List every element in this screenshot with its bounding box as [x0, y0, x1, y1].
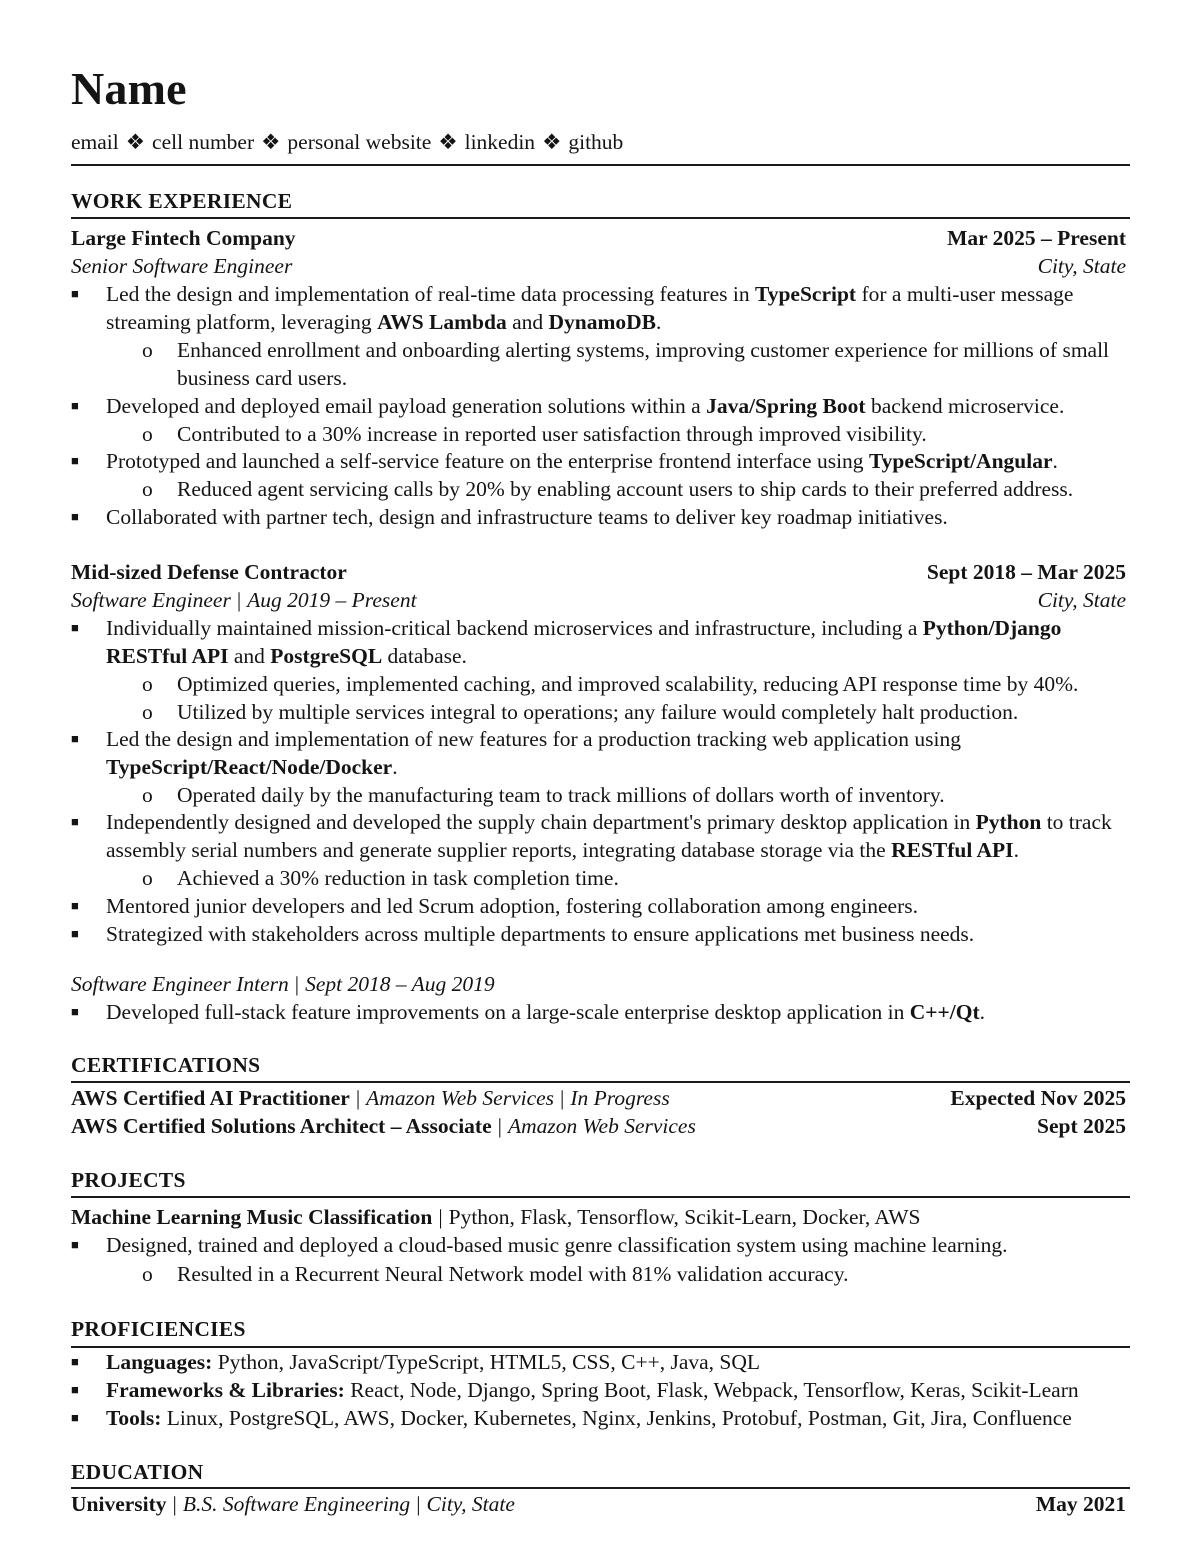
proficiency-item	[71, 1376, 1131, 1404]
sub-bullet-item	[142, 670, 1132, 698]
job-location: City, State	[1037, 254, 1126, 278]
square-bullet-icon: ■	[71, 620, 79, 635]
sub-bullet-item	[142, 336, 1132, 392]
company-name: Mid-sized Defense Contractor	[71, 560, 347, 584]
proficiency-item	[71, 1404, 1131, 1432]
bullet-text: Developed and deployed email payload generation solutions within a Java/Spring Boot backend microservice.	[106, 394, 1065, 418]
certification-date: Sept 2025	[1037, 1114, 1126, 1138]
square-bullet-icon: ■	[71, 1354, 79, 1369]
contact-line	[71, 130, 623, 155]
bullet-item	[71, 392, 1131, 420]
square-bullet-icon: ■	[71, 286, 79, 301]
sub-bullet-text: Contributed to a 30% increase in reported user satisfaction through improved visibility.	[177, 422, 927, 446]
section-title-proficiencies: PROFICIENCIES	[71, 1317, 246, 1341]
proficiency-text: Languages: Python, JavaScript/TypeScript, HTML5, CSS, C++, Java, SQL	[106, 1350, 761, 1374]
certification-row	[71, 1084, 1126, 1112]
bullet-item	[71, 503, 1131, 531]
sub-bullet-item	[142, 698, 1132, 726]
certification-info: AWS Certified Solutions Architect – Associate | Amazon Web Services	[71, 1114, 696, 1138]
sub-bullet-text: Operated daily by the manufacturing team to track millions of dollars worth of inventory.	[177, 783, 945, 807]
contact-phone: cell number	[152, 130, 255, 154]
job-subheader	[71, 970, 1126, 998]
job-header	[71, 224, 1126, 252]
proficiency-item	[71, 1348, 1131, 1376]
contact-linkedin: linkedin	[464, 130, 536, 154]
candidate-name: Name	[71, 63, 187, 114]
sub-bullet-text: Reduced agent servicing calls by 20% by enabling account users to ship cards to their preferred address.	[177, 477, 1074, 501]
certification-info: AWS Certified AI Practitioner | Amazon Web Services | In Progress	[71, 1086, 670, 1110]
header-divider	[71, 164, 1130, 166]
bullet-item	[71, 725, 1131, 781]
project-info: Machine Learning Music Classification | Python, Flask, Tensorflow, Scikit-Learn, Docker, AWS	[71, 1205, 921, 1229]
section-divider	[71, 217, 1130, 219]
bullet-text: Designed, trained and deployed a cloud-based music genre classification system using machine learning.	[106, 1233, 1008, 1257]
sub-bullet-item	[142, 475, 1132, 503]
circle-bullet-icon: o	[142, 1262, 153, 1286]
sub-bullet-item	[142, 864, 1132, 892]
section-title-education: EDUCATION	[71, 1460, 204, 1484]
contact-website: personal website	[287, 130, 432, 154]
job-title: Software Engineer | Aug 2019 – Present	[71, 588, 417, 612]
circle-bullet-icon: o	[142, 672, 153, 696]
job-title: Senior Software Engineer	[71, 254, 293, 278]
sub-bullet-text: Utilized by multiple services integral to operations; any failure would completely halt production.	[177, 700, 1019, 724]
company-name: Large Fintech Company	[71, 226, 296, 250]
education-date: May 2021	[1035, 1492, 1126, 1516]
bullet-text: Collaborated with partner tech, design and infrastructure teams to deliver key roadmap initiatives.	[106, 505, 948, 529]
separator-icon: ❖	[125, 130, 146, 154]
contact-email: email	[71, 130, 119, 154]
bullet-item	[71, 447, 1131, 475]
job-subheader	[71, 252, 1126, 280]
square-bullet-icon: ■	[71, 1410, 79, 1425]
square-bullet-icon: ■	[71, 1382, 79, 1397]
bullet-item	[71, 892, 1131, 920]
job-dates: Sept 2018 – Mar 2025	[926, 560, 1126, 584]
project-header	[71, 1203, 1126, 1231]
bullet-text: Individually maintained mission-critical backend microservices and infrastructure, including a Python/Django RESTful API and PostgreSQL database.	[106, 616, 1062, 668]
square-bullet-icon: ■	[71, 926, 79, 941]
circle-bullet-icon: o	[142, 477, 153, 501]
section-title-projects: PROJECTS	[71, 1168, 186, 1192]
bullet-item	[71, 1231, 1131, 1259]
square-bullet-icon: ■	[71, 1237, 79, 1252]
job-title: Software Engineer Intern | Sept 2018 – Aug 2019	[71, 972, 495, 996]
bullet-text: Developed full-stack feature improvements on a large-scale enterprise desktop application in C++/Qt.	[106, 1000, 986, 1024]
job-location: City, State	[1037, 588, 1126, 612]
circle-bullet-icon: o	[142, 338, 153, 362]
bullet-item	[71, 808, 1131, 864]
separator-icon: ❖	[261, 130, 281, 154]
bullet-text: Prototyped and launched a self-service feature on the enterprise frontend interface using TypeScript/Angular.	[106, 449, 1058, 473]
certification-date: Expected Nov 2025	[950, 1086, 1126, 1110]
section-divider	[71, 1081, 1130, 1083]
bullet-item	[71, 998, 1131, 1026]
proficiency-text: Tools: Linux, PostgreSQL, AWS, Docker, Kubernetes, Nginx, Jenkins, Protobuf, Postman, Git, Jira, Confluence	[106, 1406, 1072, 1430]
sub-bullet-text: Optimized queries, implemented caching, and improved scalability, reducing API response time by 40%.	[177, 672, 1079, 696]
section-title-work: WORK EXPERIENCE	[71, 189, 293, 213]
sub-bullet-text: Enhanced enrollment and onboarding alerting systems, improving customer experience for millions of small business card users.	[177, 338, 1110, 390]
job-header	[71, 558, 1126, 586]
proficiency-text: Frameworks & Libraries: React, Node, Django, Spring Boot, Flask, Webpack, Tensorflow, Keras, Scikit-Learn	[106, 1378, 1079, 1402]
bullet-item	[71, 614, 1131, 670]
square-bullet-icon: ■	[71, 509, 79, 524]
square-bullet-icon: ■	[71, 1004, 79, 1019]
bullet-text: Mentored junior developers and led Scrum adoption, fostering collaboration among engineers.	[106, 894, 919, 918]
square-bullet-icon: ■	[71, 453, 79, 468]
education-info: University | B.S. Software Engineering | City, State	[71, 1492, 515, 1516]
square-bullet-icon: ■	[71, 898, 79, 913]
certification-row	[71, 1112, 1126, 1140]
square-bullet-icon: ■	[71, 814, 79, 829]
bullet-text: Strategized with stakeholders across multiple departments to ensure applications met business needs.	[106, 922, 975, 946]
circle-bullet-icon: o	[142, 866, 153, 890]
square-bullet-icon: ■	[71, 731, 79, 746]
circle-bullet-icon: o	[142, 783, 153, 807]
section-divider	[71, 1487, 1130, 1489]
bullet-text: Led the design and implementation of new features for a production tracking web application using TypeScript/React/Node/Docker.	[106, 727, 961, 779]
section-title-certifications: CERTIFICATIONS	[71, 1053, 261, 1077]
bullet-item	[71, 920, 1131, 948]
job-subheader	[71, 586, 1126, 614]
job-dates: Mar 2025 – Present	[947, 226, 1126, 250]
sub-bullet-item	[142, 781, 1132, 809]
square-bullet-icon: ■	[71, 398, 79, 413]
sub-bullet-text: Resulted in a Recurrent Neural Network model with 81% validation accuracy.	[177, 1262, 849, 1286]
bullet-text: Led the design and implementation of real-time data processing features in TypeScript for a multi-user message streaming platform, leveraging AWS Lambda and DynamoDB.	[106, 282, 1074, 334]
contact-github: github	[568, 130, 624, 154]
sub-bullet-item	[142, 1260, 1132, 1288]
circle-bullet-icon: o	[142, 422, 153, 446]
circle-bullet-icon: o	[142, 700, 153, 724]
section-divider	[71, 1196, 1130, 1198]
education-row	[71, 1490, 1126, 1518]
separator-icon: ❖	[542, 130, 562, 154]
bullet-text: Independently designed and developed the supply chain department's primary desktop application in Python to track assembly serial numbers and generate supplier reports, integrating database storage via the RESTful API.	[106, 810, 1112, 862]
separator-icon: ❖	[438, 130, 458, 154]
sub-bullet-item	[142, 420, 1132, 448]
bullet-item	[71, 280, 1131, 336]
sub-bullet-text: Achieved a 30% reduction in task completion time.	[177, 866, 619, 890]
